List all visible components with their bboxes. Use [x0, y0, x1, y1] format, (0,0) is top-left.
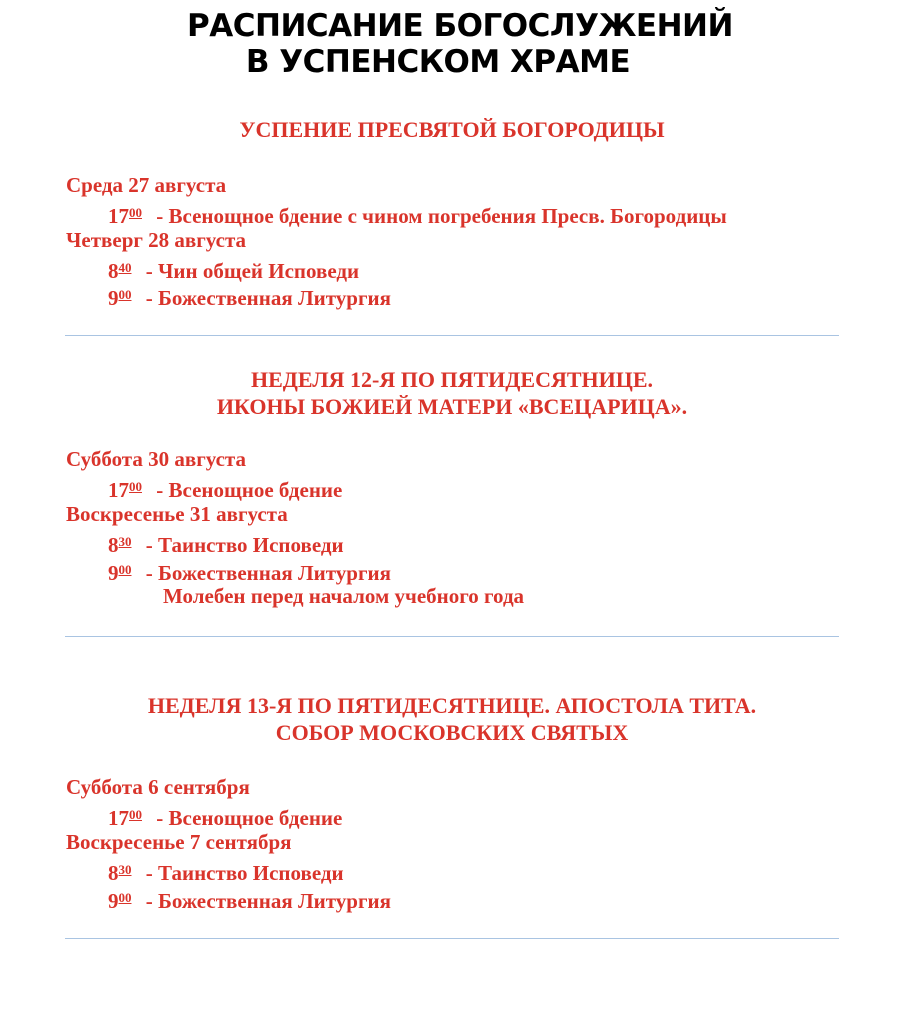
feast-title: СОБОР МОСКОВСКИХ СВЯТЫХ — [275, 720, 629, 745]
service-name: - Всенощное бдение — [151, 806, 343, 830]
day-label: Суббота 30 августа — [66, 447, 247, 471]
service-name: - Таинство Исповеди — [140, 861, 344, 885]
service-name: - Чин общей Исповеди — [140, 259, 360, 283]
service-name: - Божественная Литургия — [140, 889, 391, 913]
feast-title: УСПЕНИЕ ПРЕСВЯТОЙ БОГОРОДИЦЫ — [239, 117, 665, 142]
day-label: Суббота 6 сентября — [66, 775, 250, 799]
service-hour: 17 — [108, 806, 129, 830]
service-hour: 9 — [108, 889, 119, 913]
service-hour: 17 — [108, 204, 129, 228]
service-hour: 8 — [108, 861, 119, 885]
service-minute: 00 — [129, 479, 142, 494]
page-title-line-1: РАСПИСАНИЕ БОГОСЛУЖЕНИЙ — [187, 8, 733, 44]
section-divider — [65, 335, 839, 336]
feast-title: НЕДЕЛЯ 12-Я ПО ПЯТИДЕСЯТНИЦЕ. — [250, 367, 654, 392]
service-note: Молебен перед началом учебного года — [163, 584, 525, 608]
service-name: - Божественная Литургия — [140, 561, 391, 585]
feast-title: ИКОНЫ БОЖИЕЙ МАТЕРИ «ВСЕЦАРИЦА». — [216, 394, 688, 419]
service-entry — [108, 528, 344, 559]
service-hour: 8 — [108, 259, 119, 283]
service-entry — [108, 856, 344, 887]
service-entry — [108, 473, 342, 504]
service-minute: 00 — [118, 890, 132, 905]
service-hour: 8 — [108, 533, 119, 557]
service-hour: 9 — [108, 561, 119, 585]
service-minute: 00 — [129, 205, 142, 220]
service-name: - Всенощное бдение — [151, 478, 343, 502]
service-minute: 00 — [118, 562, 132, 577]
service-minute: 00 — [129, 807, 142, 822]
section-divider — [65, 636, 839, 637]
service-hour: 17 — [108, 478, 129, 502]
day-label: Воскресенье 7 сентября — [66, 830, 292, 854]
service-minute: 40 — [118, 260, 132, 275]
feast-title: НЕДЕЛЯ 13-Я ПО ПЯТИДЕСЯТНИЦЕ. АПОСТОЛА ТИТА. — [147, 693, 757, 718]
section-divider — [65, 938, 839, 939]
service-name: - Божественная Литургия — [140, 286, 391, 310]
service-entry — [108, 281, 391, 312]
service-hour: 9 — [108, 286, 119, 310]
day-label: Среда 27 августа — [66, 173, 227, 197]
service-entry — [108, 801, 342, 832]
service-minute: 30 — [118, 862, 132, 877]
service-minute: 30 — [118, 534, 132, 549]
service-name: - Таинство Исповеди — [140, 533, 344, 557]
service-entry — [108, 884, 391, 915]
day-label: Четверг 28 августа — [66, 228, 247, 252]
service-minute: 00 — [118, 287, 132, 302]
day-label: Воскресенье 31 августа — [66, 502, 288, 526]
service-entry — [108, 199, 727, 230]
page-title-line-2: В УСПЕНСКОМ ХРАМЕ — [245, 44, 631, 80]
service-name: - Всенощное бдение с чином погребения Пресв. Богородицы — [151, 204, 727, 228]
